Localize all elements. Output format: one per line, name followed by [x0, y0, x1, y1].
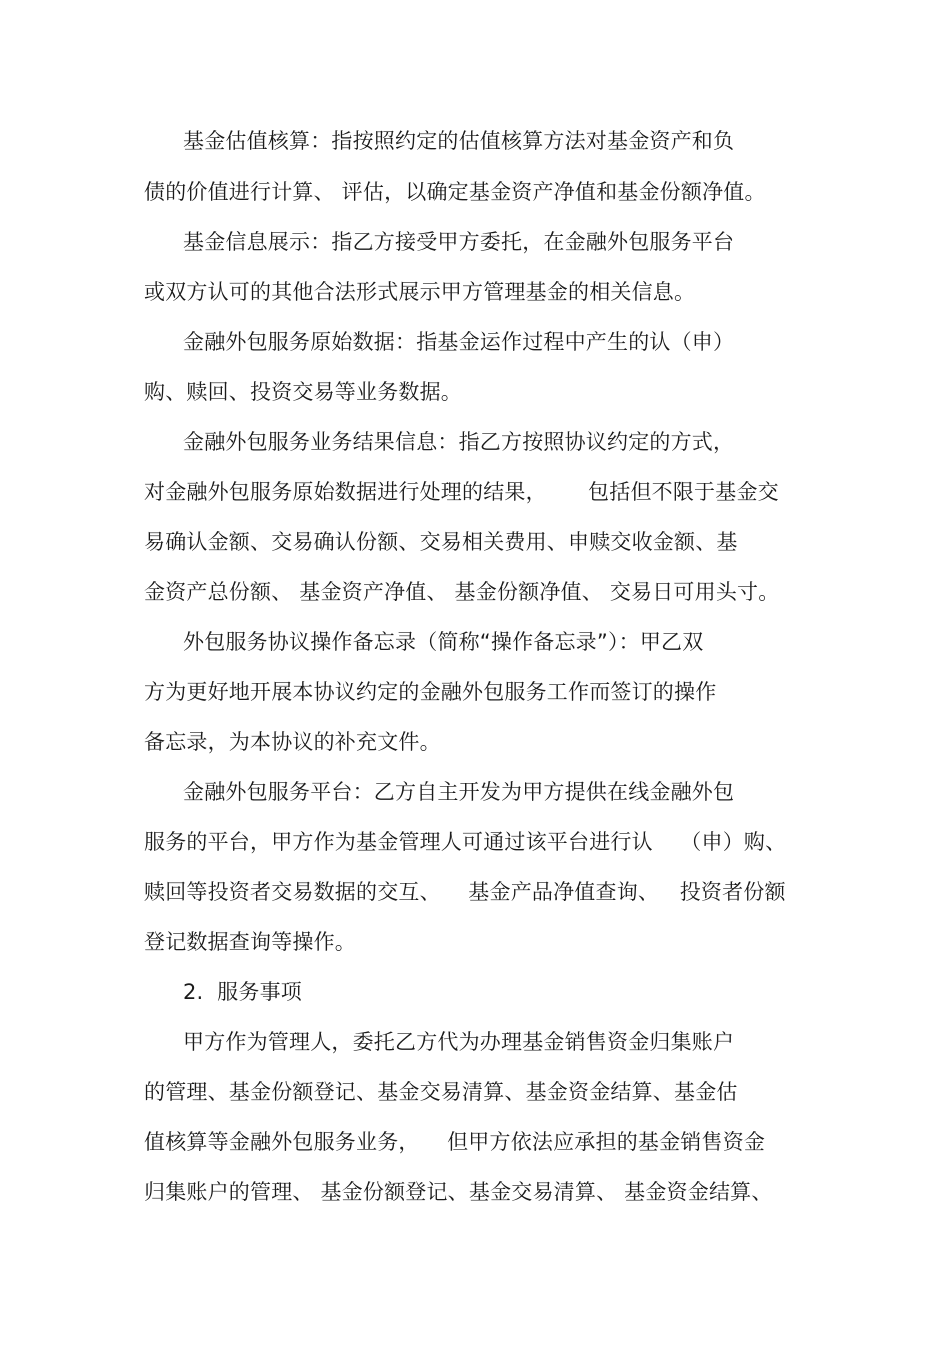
para-services-line-4: 归集账户的管理、 基金份额登记、基金交易清算、 基金资金结算、 — [144, 1180, 773, 1204]
para-result-info-line-2: 对金融外包服务原始数据进行处理的结果， 包括但不限于基金交 — [144, 480, 779, 504]
para-platform-line-2: 服务的平台，甲方作为基金管理人可通过该平台进行认 （申）购、 — [144, 830, 787, 854]
section-heading-services: 2. 服务事项 — [183, 980, 302, 1004]
para-result-info-line-4: 金资产总份额、 基金资产净值、 基金份额净值、 交易日可用头寸。 — [144, 580, 780, 604]
para-memo-line-3: 备忘录，为本协议的补充文件。 — [144, 730, 441, 754]
para-memo-line-2: 方为更好地开展本协议约定的金融外包服务工作而签订的操作 — [144, 680, 717, 704]
para-platform-line-1: 金融外包服务平台：乙方自主开发为甲方提供在线金融外包 — [183, 780, 735, 804]
para-services-line-2: 的管理、基金份额登记、基金交易清算、基金资金结算、基金估 — [144, 1080, 738, 1104]
para-platform-line-4: 登记数据查询等操作。 — [144, 930, 356, 954]
para-raw-data-line-1: 金融外包服务原始数据：指基金运作过程中产生的认（申） — [183, 330, 735, 354]
para-info-display-line-2: 或双方认可的其他合法形式展示甲方管理基金的相关信息。 — [144, 280, 696, 304]
para-info-display-line-1: 基金信息展示：指乙方接受甲方委托，在金融外包服务平台 — [183, 230, 735, 254]
para-result-info-line-3: 易确认金额、交易确认份额、交易相关费用、申赎交收金额、基 — [144, 530, 738, 554]
para-result-info-line-1: 金融外包服务业务结果信息：指乙方按照协议约定的方式， — [183, 430, 735, 454]
para-valuation-line-2: 债的价值进行计算、 评估，以确定基金资产净值和基金份额净值。 — [144, 180, 766, 204]
para-platform-line-3: 赎回等投资者交易数据的交互、 基金产品净值查询、 投资者份额 — [144, 880, 786, 904]
para-services-line-1: 甲方作为管理人，委托乙方代为办理基金销售资金归集账户 — [183, 1030, 735, 1054]
para-valuation-line-1: 基金估值核算：指按照约定的估值核算方法对基金资产和负 — [183, 129, 735, 153]
para-memo-line-1: 外包服务协议操作备忘录（简称“操作备忘录”）：甲乙双 — [183, 630, 704, 654]
para-raw-data-line-2: 购、赎回、投资交易等业务数据。 — [144, 380, 462, 404]
para-services-line-3: 值核算等金融外包服务业务， 但甲方依法应承担的基金销售资金 — [144, 1130, 766, 1154]
